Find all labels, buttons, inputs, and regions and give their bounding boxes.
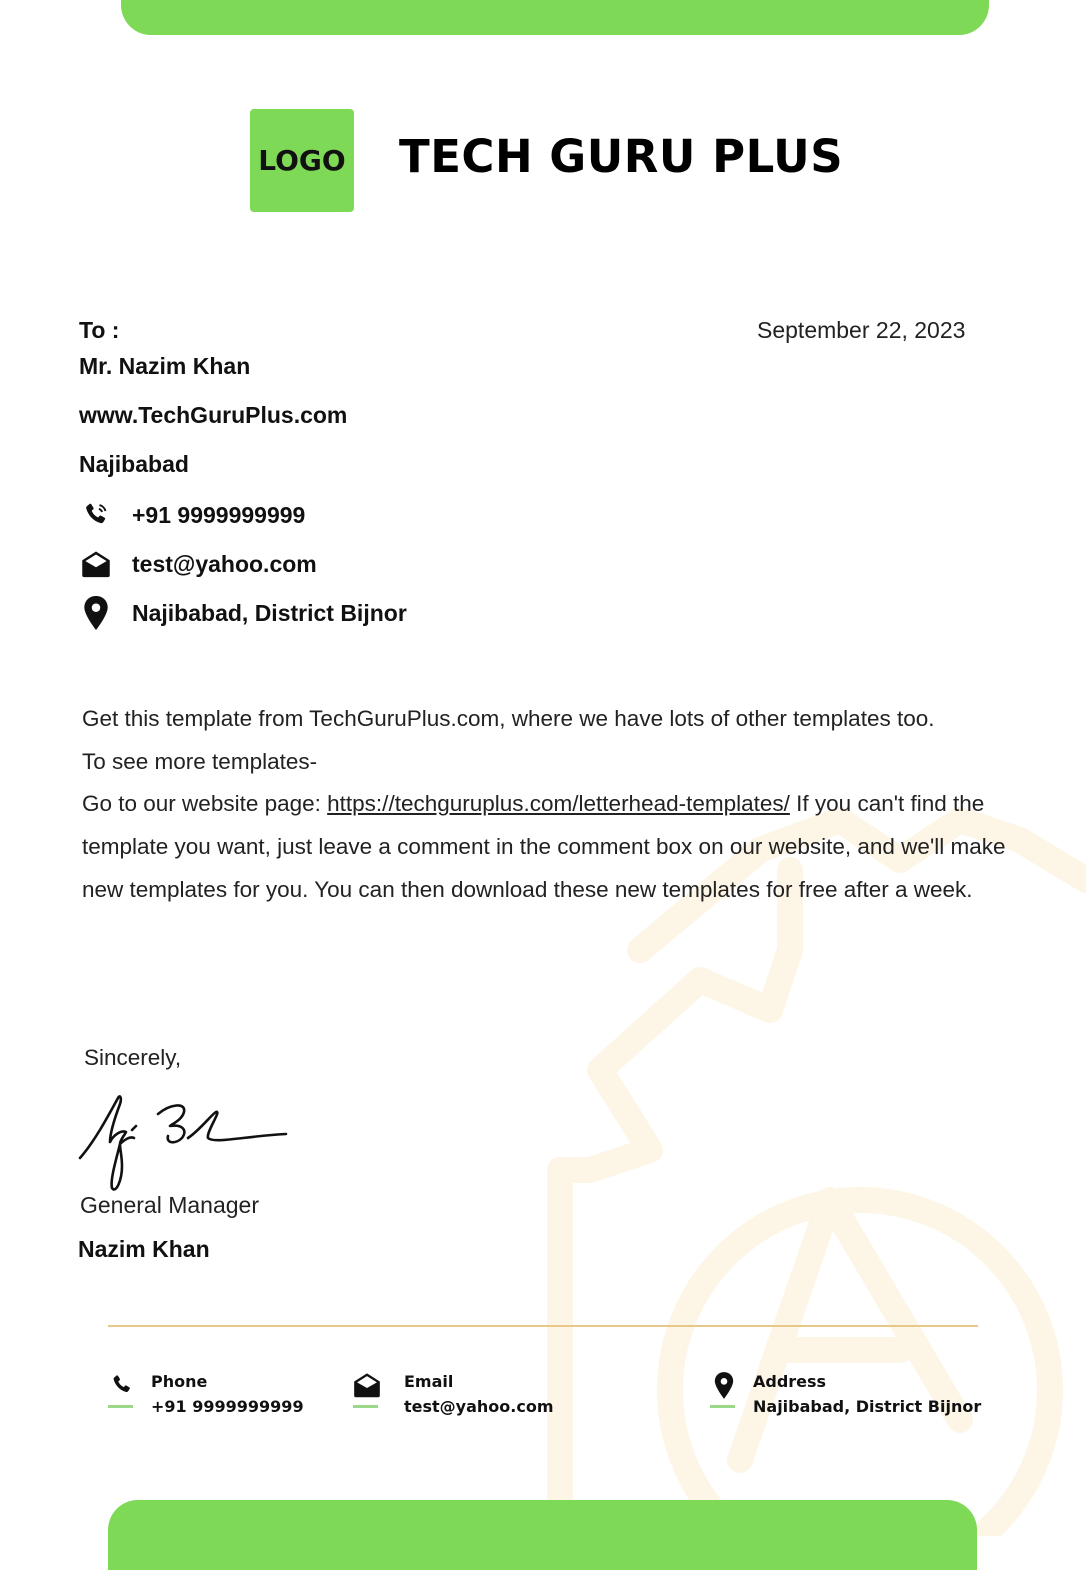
contact-phone-text: +91 9999999999	[132, 501, 306, 528]
body-line-3-suffix: If you can't find the template you want, just leave a comment in the comment box on our website, and we'll make new templates for you. You can then download these new templates for free after a week.	[82, 791, 1006, 902]
letter-date: September 22, 2023	[757, 317, 966, 343]
signer-name: Nazim Khan	[78, 1236, 210, 1262]
signature-image	[76, 1090, 296, 1195]
footer-address-label: Address	[753, 1372, 827, 1391]
signer-role: General Manager	[80, 1192, 259, 1218]
to-label: To :	[79, 317, 120, 343]
logo-placeholder: LOGO	[250, 109, 354, 212]
top-green-bar	[121, 0, 989, 35]
footer-divider	[108, 1325, 978, 1327]
body-line-1: Get this template from TechGuruPlus.com, where we have lots of other templates too.	[82, 706, 935, 731]
body-paragraph	[82, 783, 1032, 911]
email-open-icon	[353, 1370, 381, 1400]
recipient-name: Mr. Nazim Khan	[79, 353, 251, 379]
templates-link[interactable]: https://techguruplus.com/letterhead-templates/	[327, 791, 790, 817]
closing-salutation: Sincerely,	[84, 1045, 182, 1070]
contact-address-text: Najibabad, District Bijnor	[132, 599, 407, 626]
contact-email	[80, 548, 317, 580]
contact-address	[80, 597, 407, 629]
green-dash	[710, 1405, 735, 1408]
footer-email-label: Email	[404, 1372, 454, 1391]
footer-phone-label: Phone	[151, 1372, 208, 1391]
email-open-icon	[80, 548, 112, 580]
footer-address-value: Najibabad, District Bijnor	[753, 1397, 982, 1416]
phone-icon	[80, 499, 112, 531]
footer-email-value: test@yahoo.com	[404, 1397, 554, 1416]
body-line-3-prefix: Go to our website page:	[82, 791, 328, 817]
phone-icon	[108, 1370, 136, 1400]
contact-email-text: test@yahoo.com	[132, 550, 317, 577]
location-pin-icon	[710, 1370, 738, 1400]
letter-body	[82, 698, 1032, 912]
location-pin-icon	[80, 597, 112, 629]
recipient-website: www.TechGuruPlus.com	[79, 402, 348, 428]
recipient-city: Najibabad	[79, 451, 189, 477]
footer-phone-value: +91 9999999999	[151, 1397, 304, 1416]
contact-phone	[80, 499, 305, 531]
body-line-2: To see more templates-	[82, 748, 318, 774]
green-dash	[108, 1405, 133, 1408]
company-name: TECH GURU PLUS	[399, 130, 844, 183]
green-dash	[353, 1405, 378, 1408]
bottom-green-bar	[108, 1500, 977, 1570]
